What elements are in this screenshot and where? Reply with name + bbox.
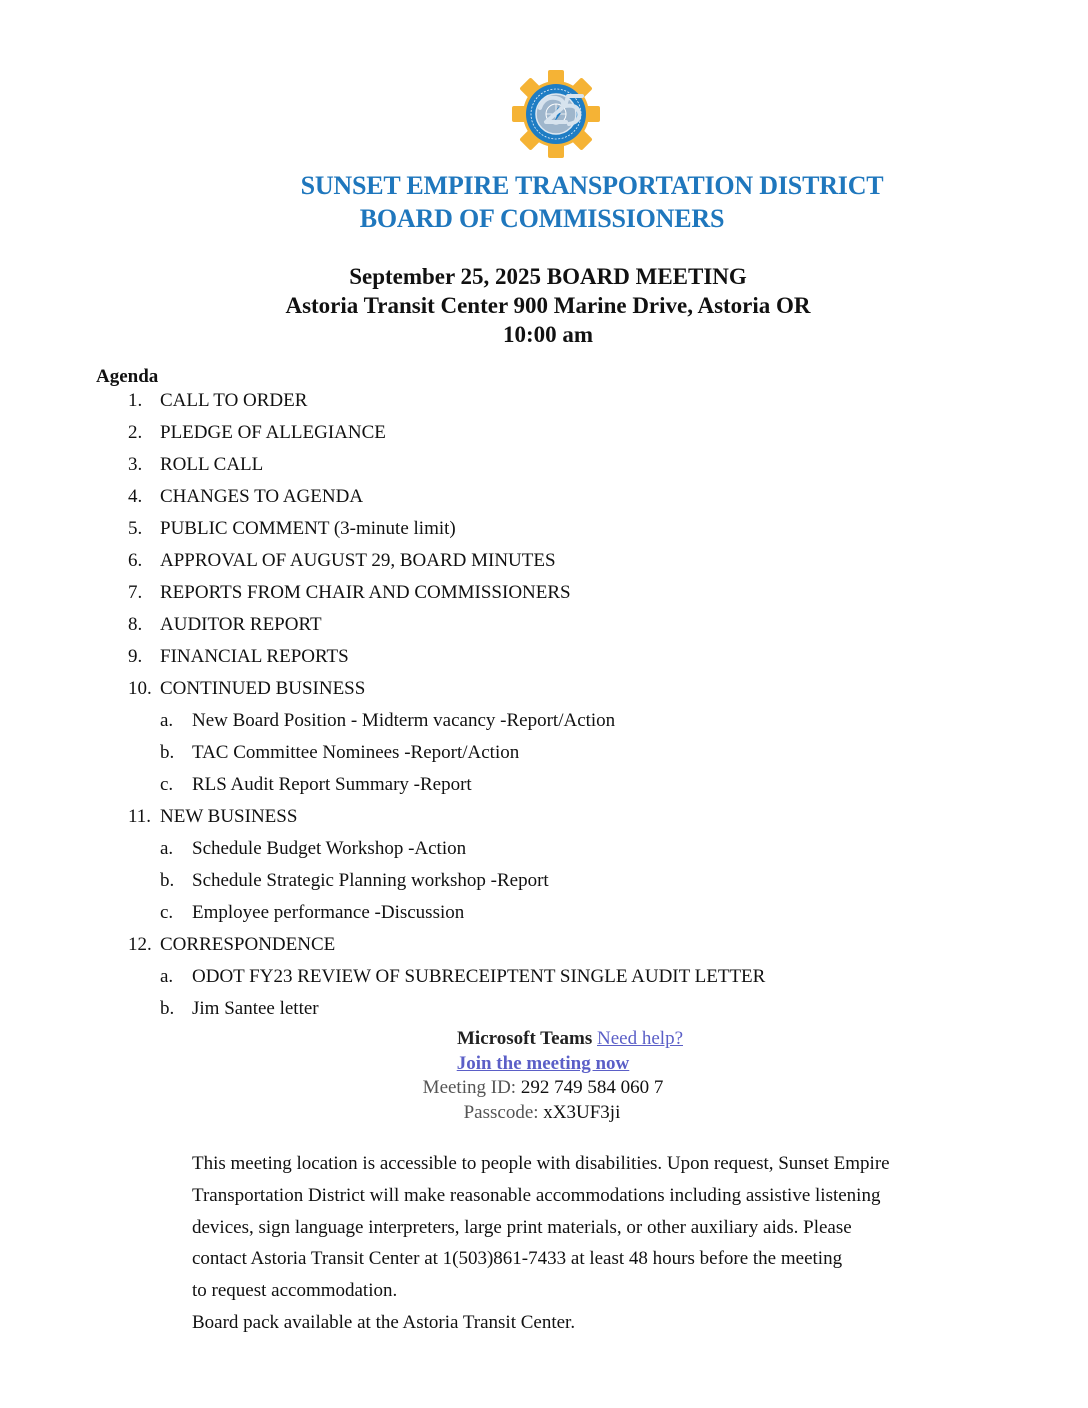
agenda-item-number: 12.: [128, 934, 152, 955]
meeting-id-value: 292 749 584 060 7: [520, 1077, 664, 1098]
agenda-item-text: APPROVAL OF AUGUST 29, BOARD MINUTES: [160, 550, 556, 571]
agenda-item-text: ODOT FY23 REVIEW OF SUBRECEIPTENT SINGLE AUDIT LETTER: [192, 966, 766, 987]
agenda-item-number: c.: [160, 902, 174, 923]
agenda-item-number: a.: [160, 838, 174, 859]
notice-line: This meeting location is accessible to people with disabilities. Upon request, Sunset Empire: [192, 1153, 890, 1174]
agenda-item-number: b.: [160, 870, 175, 891]
agenda-item-number: 4.: [128, 486, 143, 507]
agenda-item-number: 11.: [128, 806, 152, 827]
agenda-item-text: RLS Audit Report Summary -Report: [192, 774, 472, 795]
agenda-item-number: a.: [160, 710, 174, 731]
agenda-item-text: CHANGES TO AGENDA: [160, 486, 364, 507]
agenda-item-number: b.: [160, 742, 175, 763]
notice-line: Transportation District will make reasonable accommodations including assistive listening: [192, 1184, 881, 1206]
agenda-item-text: FINANCIAL REPORTS: [160, 646, 349, 667]
join-meeting-line: [0, 1052, 1087, 1076]
agenda-item-text: New Board Position - Midterm vacancy -Report/Action: [192, 710, 616, 731]
logo-graphic: [510, 68, 602, 160]
organization-name: SUNSET EMPIRE TRANSPORTATION DISTRICT: [300, 171, 884, 200]
district-25th-anniversary-logo: [510, 68, 602, 160]
agenda-item-text: NEW BUSINESS: [160, 806, 298, 827]
notice-line: devices, sign language interpreters, large print materials, or other auxiliary aids. Please: [192, 1216, 852, 1238]
join-meeting-link[interactable]: Join the meeting now: [456, 1053, 630, 1074]
meeting-location: Astoria Transit Center 900 Marine Drive, Astoria OR: [285, 293, 811, 318]
meeting-id-line: [0, 1076, 1087, 1100]
passcode-label: Passcode:: [463, 1102, 539, 1123]
agenda-heading: Agenda: [96, 366, 159, 387]
notice-line: to request accommodation.: [192, 1280, 398, 1302]
agenda-item-text: Jim Santee letter: [192, 998, 319, 1019]
agenda-item-number: 6.: [128, 550, 143, 571]
teams-app-line: [26, 1027, 1088, 1051]
agenda-item-number: 1.: [128, 390, 143, 411]
agenda-item-text: CALL TO ORDER: [160, 390, 308, 411]
agenda-item-text: ROLL CALL: [160, 454, 264, 475]
meeting-date: September 25, 2025 BOARD MEETING: [349, 264, 747, 289]
agenda-item-number: b.: [160, 998, 175, 1019]
agenda-item-text: Employee performance -Discussion: [192, 902, 465, 923]
agenda-item-number: 2.: [128, 422, 143, 443]
agenda-item-number: 8.: [128, 614, 143, 635]
agenda-item-number: a.: [160, 966, 174, 987]
meeting-id-label: Meeting ID:: [422, 1077, 517, 1098]
agenda-item-text: TAC Committee Nominees -Report/Action: [192, 742, 520, 763]
board-pack-note: Board pack available at the Astoria Transit Center.: [192, 1311, 576, 1333]
agenda-item-number: 5.: [128, 518, 143, 539]
agenda-item-number: 7.: [128, 582, 143, 603]
agenda-item-number: 9.: [128, 646, 143, 667]
agenda-item-number: c.: [160, 774, 174, 795]
meeting-time: 10:00 am: [502, 322, 594, 347]
agenda-item-text: REPORTS FROM CHAIR AND COMMISSIONERS: [160, 582, 571, 603]
agenda-item-number: 10.: [128, 678, 152, 699]
notice-line: contact Astoria Transit Center at 1(503)861-7433 at least 48 hours before the meeting: [192, 1248, 843, 1270]
passcode-line: [0, 1101, 1086, 1125]
agenda-item-text: PUBLIC COMMENT (3-minute limit): [160, 518, 456, 539]
agenda-item-number: 3.: [128, 454, 143, 475]
need-help-link[interactable]: Need help?: [597, 1028, 683, 1049]
agenda-item-text: Schedule Budget Workshop -Action: [192, 838, 467, 859]
agenda-item-text: AUDITOR REPORT: [160, 614, 322, 635]
teams-app-name: Microsoft Teams: [456, 1028, 593, 1049]
passcode-value: xX3UF3ji: [543, 1102, 621, 1123]
agenda-item-text: PLEDGE OF ALLEGIANCE: [160, 422, 386, 443]
agenda-item-text: CORRESPONDENCE: [160, 934, 336, 955]
agenda-item-text: Schedule Strategic Planning workshop -Report: [192, 870, 549, 891]
accessibility-notice: [192, 1148, 992, 1339]
agenda-item-text: CONTINUED BUSINESS: [160, 678, 366, 699]
board-name: BOARD OF COMMISSIONERS: [359, 204, 725, 233]
